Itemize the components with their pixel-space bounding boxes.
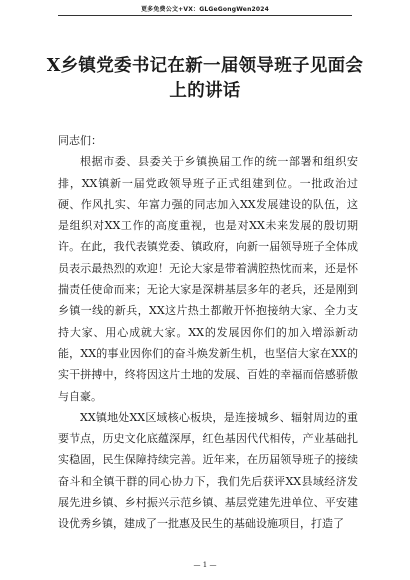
page-header: 更多免费公文+VX：GLGeGongWen2024 xyxy=(140,6,270,13)
salutation: 同志们： xyxy=(58,134,102,147)
document-title: X乡镇党委书记在新一届领导班子见面会上的讲话 xyxy=(46,56,364,101)
paragraph-1: 根据市委、县委关于乡镇换届工作的统一部署和组织安排，XX镇新一届党政领导班子正式组建到位。一批政治过硬、作风扎实、年富力强的同志加入XX发展建设的队伍，这是组织对XX工作的高度重视，也是对XX未来发展的殷切期许。在此，我代表镇党委、镇政府，向新一届领导班子全体成员表示最热烈的欢迎！无论大家是带着满腔热忱而来，还是怀揣责任使命而来；无论大家是深耕基层多年的老兵，还是刚到乡镇一线的新兵，XX这片热土都敞开怀抱接纳大家、全力支持大家、用心成就大家。XX的发展因你们的加入增添新动能，XX的事业因你们的奋斗焕发新生机，也坚信大家在XX的实干拼搏中，终将因这片土地的发展、百姓的幸福而倍感骄傲与自豪。 xyxy=(58,155,358,403)
document-body xyxy=(58,130,358,535)
header-rule xyxy=(58,15,352,16)
page-number: — 1 — xyxy=(193,561,217,569)
paragraph-2: XX镇地处XX区域核心板块，是连接城乡、辐射周边的重要节点，历史文化底蕴深厚，红色基因代代相传，产业基础扎实稳固，民生保障持续完善。近年来，在历届领导班子的接续奋斗和全镇干群的同心协力下，我们先后获评XX县域经济发展先进乡镇、乡村振兴示范乡镇、基层党建先进单位、平安建设优秀乡镇，建成了一批惠及民生的基础设施项目，打造了 xyxy=(58,410,358,531)
